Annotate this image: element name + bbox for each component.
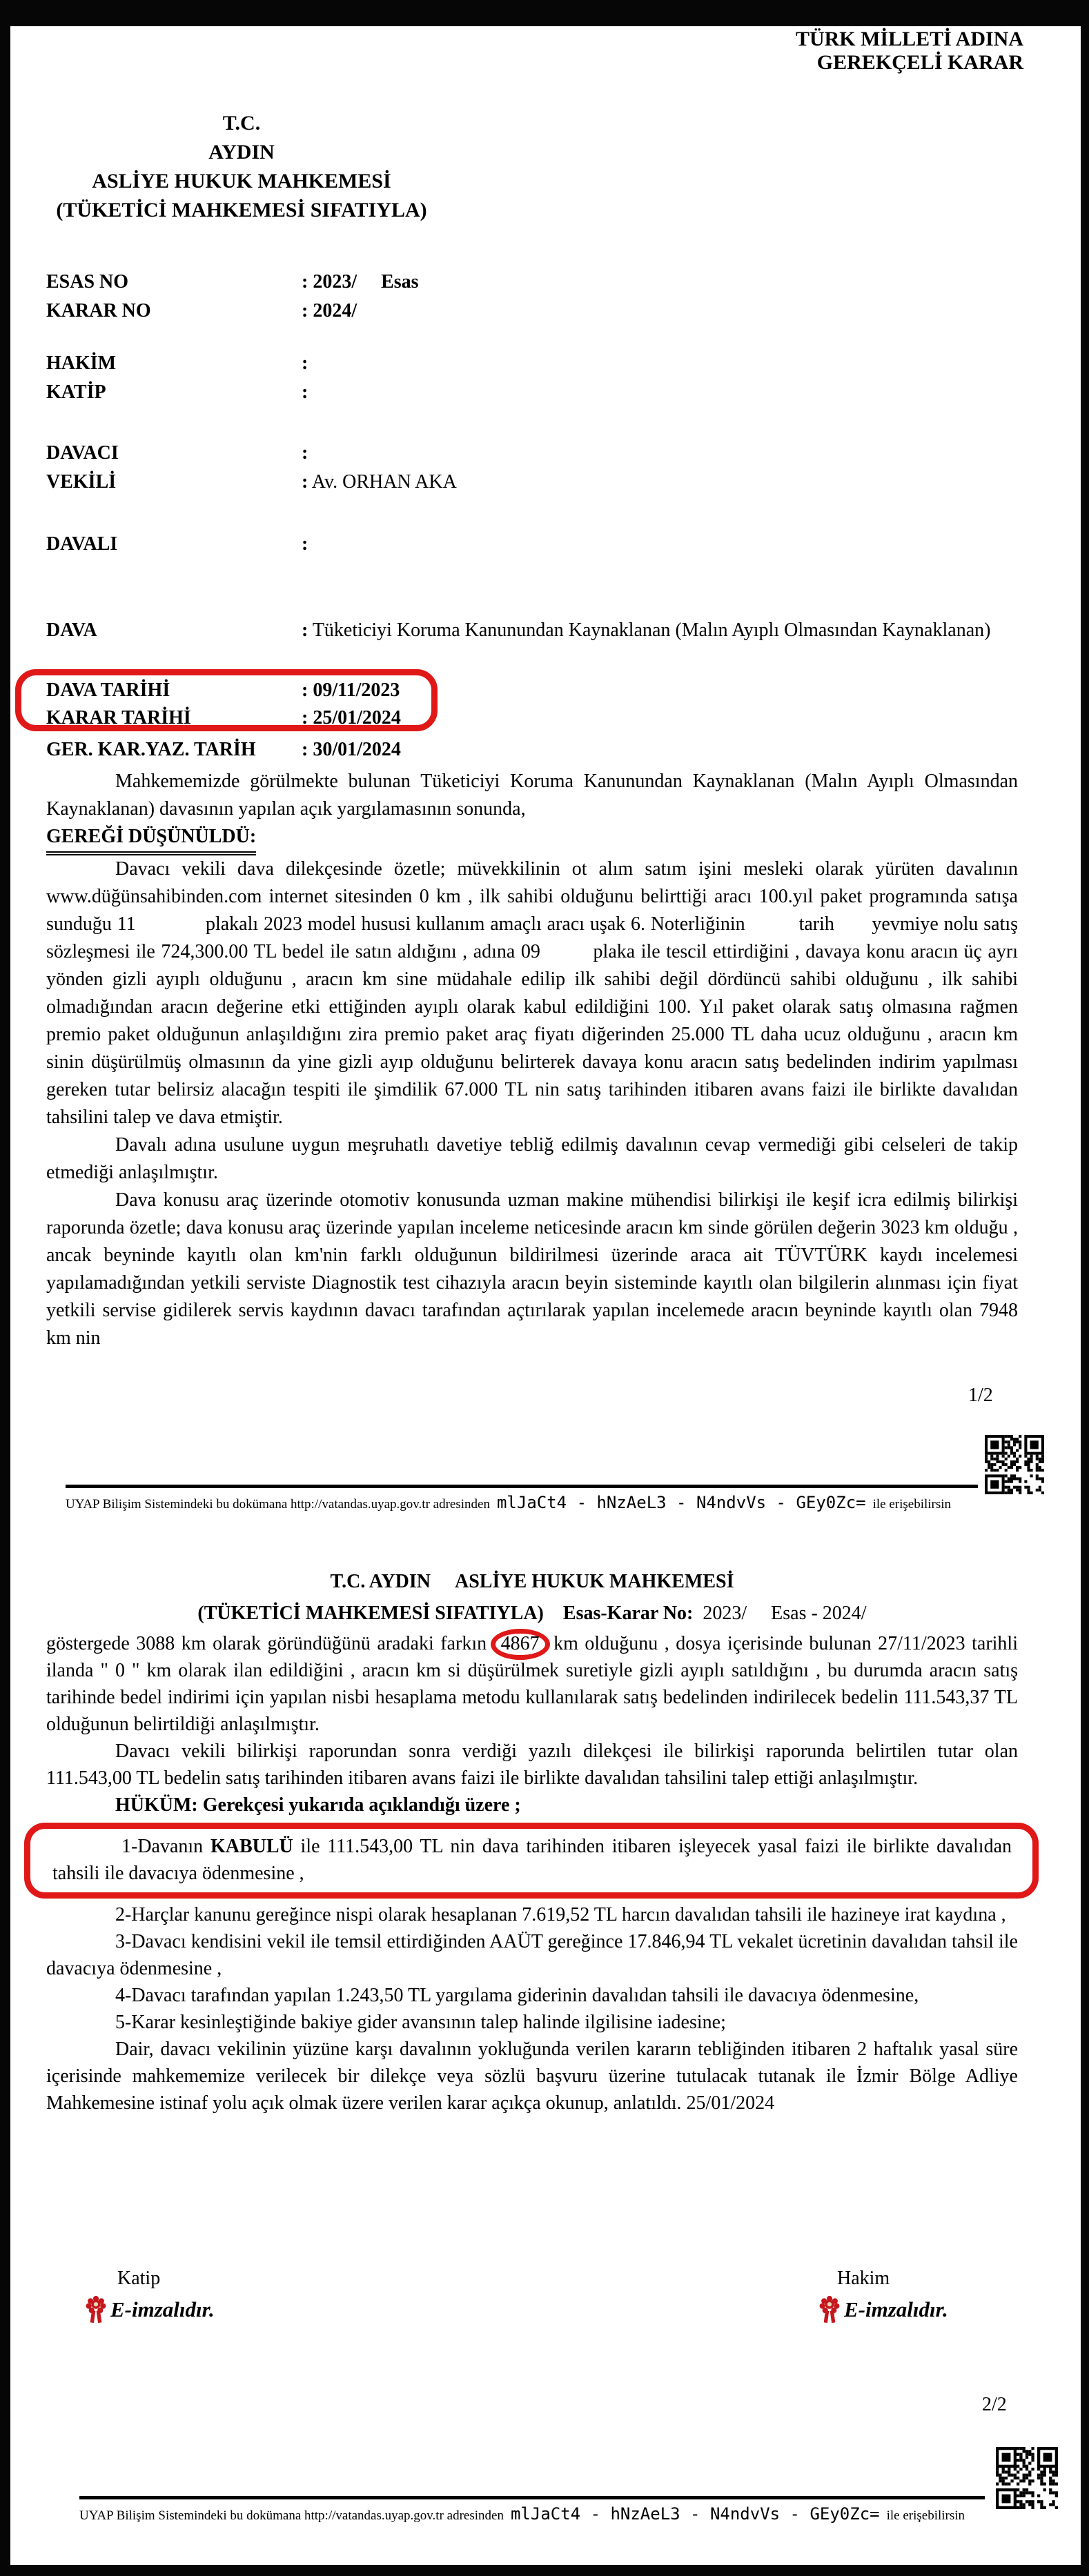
field-label: DAVALI (46, 533, 118, 555)
field-colon: : (302, 271, 308, 293)
field-row-katip (46, 379, 1018, 406)
field-row-davaci (46, 440, 1018, 466)
page-number-1: 1/2 (968, 1385, 993, 1406)
field-colon: : (302, 382, 308, 403)
field-row-esas-no (46, 269, 1018, 295)
field-colon: : (302, 471, 308, 493)
field-label: KARAR TARİHİ (46, 707, 191, 729)
esas-karar-no-label: Esas-Karar No: (548, 1603, 694, 1624)
kabulu-bold: KABULÜ (210, 1836, 293, 1857)
field-value: Av. ORHAN AKA (311, 471, 457, 493)
court-tc: T.C. (222, 112, 261, 135)
judgment-item-1: 1-Davanın KABULÜ ile 111.543,00 TL nin dava tarihinden itibaren işleyecek yasal faizi ile birlikte davalıdan tahsili ile davacıya ödenmesine , (52, 1836, 1012, 1884)
continuation-paragraph: göstergede 3088 km olarak göründüğünü aradaki farkın 4867 km olduğunu , dosya içerisinde bulunan 27/11/2023 tarihli ilanda " 0 " km olarak ilan edildiğini , aracın km si düşürülmek suretiyle gizli ayıplı satıldığını , bu durumda aracın satış tarihinde bedel indirimi için yapılan nisbi hesaplama metodu kullanılarak satış bedelinden indirilecek bedelin 111.543,37 TL olduğunun belirtildiği anlaşılmıştır. (46, 1630, 1018, 1738)
field-label: HAKİM (46, 353, 117, 374)
document-header (796, 28, 1023, 75)
e-seal-icon (83, 2295, 109, 2325)
hukum-heading: HÜKÜM: Gerekçesi yukarıda açıklandığı üzere ; (115, 1794, 521, 1816)
field-value: 2024/ (313, 300, 357, 321)
e-signed-text: E-imzalıdır. (844, 2297, 948, 2321)
defendant-paragraph: Davalı adına usulune uygun meşruhatlı davetiye tebliğ edilmiş davalının cevap vermediği gibi celseleri de takip etmediği anlaşılmıştır. (46, 1134, 1018, 1183)
field-row-dava (46, 617, 1018, 644)
field-row-karar-no (46, 298, 1018, 324)
field-label: DAVA (46, 620, 97, 641)
field-value: 09/11/2023 (313, 680, 400, 701)
uyap-footer-prefix: UYAP Bilişim Sistemindeki bu dokümana http://vatandas.uyap.gov.tr adresinden (79, 2508, 504, 2523)
field-label: VEKİLİ (46, 471, 117, 493)
e-seal-icon (816, 2295, 843, 2325)
field-row-davali (46, 531, 1018, 557)
header-reasoned-judgment: GEREKÇELİ KARAR (816, 51, 1023, 74)
field-label: KATİP (46, 382, 106, 403)
field-row-dava-tarihi (46, 677, 1018, 704)
page2-court-title: T.C. AYDIN ASLİYE HUKUK MAHKEMESİ (330, 1571, 734, 1592)
judgment-item-3: 3-Davacı kendisini vekil ile temsil ettirdiğinden AAÜT gereğince 17.846,94 TL vekalet ücretinin davalıdan tahsil ile davacıya ödenmesine , (46, 1931, 1018, 1979)
court-name-block (21, 109, 462, 225)
uyap-footer (79, 2504, 965, 2524)
court-city: AYDIN (208, 141, 275, 164)
field-value: 30/01/2024 (313, 739, 401, 760)
document-sheet (10, 26, 1081, 2565)
page2-header (46, 1566, 1018, 1629)
uyap-footer-prefix: UYAP Bilişim Sistemindeki bu dokümana http://vatandas.uyap.gov.tr adresinden (66, 1497, 490, 1512)
e-signature-left (83, 2295, 215, 2325)
page2-body (46, 1630, 1018, 2117)
field-colon: : (302, 442, 308, 464)
judgment-item-2: 2-Harçlar kanunu gereğince nispi olarak hesaplanan 7.619,52 TL harcın davalıdan tahsili ile hazineye irat kaydına , (115, 1904, 1006, 1925)
signature-role-hakim: Hakim (837, 2268, 890, 2289)
field-row-karar-tarihi (46, 705, 1018, 731)
field-label: DAVA TARİHİ (46, 680, 170, 701)
esas-karar-no-value: 2023/ Esas - 2024/ (698, 1603, 867, 1624)
field-label: ESAS NO (46, 271, 129, 293)
field-colon: : (302, 300, 308, 321)
field-label: KARAR NO (46, 300, 151, 321)
field-colon: : (302, 680, 308, 701)
field-colon: : (302, 739, 308, 760)
field-row-hakim (46, 350, 1018, 377)
red-circled-km-difference: 4867 (491, 1629, 550, 1660)
qr-code-icon (985, 1435, 1044, 1494)
field-label: DAVACI (46, 442, 119, 464)
court-capacity: (TÜKETİCİ MAHKEMESİ SIFATIYLA) (56, 199, 427, 221)
court-name: ASLİYE HUKUK MAHKEMESİ (92, 170, 391, 192)
uyap-access-code: mlJaCt4 - hNzAeL3 - N4ndvVs - GEy0Zc= (510, 2504, 880, 2524)
page2-court-capacity: (TÜKETİCİ MAHKEMESİ SIFATIYLA) (197, 1603, 544, 1624)
page-number-2: 2/2 (982, 2394, 1007, 2415)
field-row-gerekceli-karar-yazim-tarihi (46, 737, 1018, 763)
qr-code-icon (996, 2447, 1058, 2509)
claim-paragraph: Davacı vekili dava dilekçesinde özetle; müvekkilinin ot alım satım işini mesleki olarak yürüten davalının www.düğünsahibinden.com internet sitesinden 0 km , ilk sahibi olduğunu belirttiği aracı 100.yıl paket programında satışa sunduğu 11 plakalı 2023 model hususi kullanım amaçlı aracı uşak 6. Noterliğinin tarih yevmiye nolu satış sözleşmesi ile 724,300.00 TL bedel ile satın aldığını , adına 09 plaka ile tescil ettirdiğini , davaya konu aracın üç ayrı yönden gizli ayıplı olduğunu , aracın km sine müdahale edilip ilk sahibi değil dördüncü sahibi olduğunu , ilk sahibi olmadığından aracın değerine etki ettiğinden ayıplı olarak kabul edildiğini 100. Yıl paket olarak satış olmasına rağmen premio paket olduğunun anlaşıldığını zira premio paket araç fiyatı diğerinden 25.000 TL daha ucuz olduğunu , aracın km sinin düşürülmüş olmasının da yine gizli ayıp olduğunu belirterek davaya konu aracın satış bedelinden indirim yapılması gereken tutar belirsiz alacağın tespiti ile şimdilik 67.000 TL nin satış tarihinden itibaren avans faizi ile birlikte davalıdan tahsilini talep ve dava etmiştir. (46, 858, 1018, 1128)
red-annotation-box-judgment (24, 1823, 1039, 1899)
uyap-access-code: mlJaCt4 - hNzAeL3 - N4ndvVs - GEy0Zc= (496, 1493, 866, 1512)
e-signature-right (816, 2295, 948, 2325)
uyap-footer-suffix: ile erişebilirsin (872, 1497, 952, 1512)
signature-role-katip: Katip (117, 2268, 161, 2289)
field-value: 2023/ Esas (313, 271, 419, 293)
page1-body (46, 768, 1018, 1352)
judgment-item-5: 5-Karar kesinleştiğinde bakiye gider avansının talep halinde ilgilisine iadesine; (115, 2012, 726, 2033)
judgment-item-4: 4-Davacı tarafından yapılan 1.243,50 TL yargılama giderinin davalıdan tahsili ile davacıya ödenmesine, (115, 1985, 919, 2006)
request-paragraph: Davacı vekili bilirkişi raporundan sonra verdiği yazılı dilekçesi ile bilirkişi raporunda belirtilen tutar olan 111.543,00 TL bedelin satış tarihinden itibaren avans faizi ile birlikte davalıdan tahsilini talep ettiği anlaşılmıştır. (46, 1741, 1018, 1789)
expert-report-paragraph: Dava konusu araç üzerinde otomotiv konusunda uzman makine mühendisi bilirkişi ile keşif icra edilmiş bilirkişi raporunda özetle; dava konusu araç üzerinde yapılan inceleme neticesinde aracın km sinde görülen değerin 3023 km olduğu , ancak beyninde kayıtlı olan km'nin farklı olduğunun bildirilmesi üzerinde araca ait TÜVTÜRK kaydı incelemesi yapılamadığından yetkili serviste Diagnostik test cihazıyla aracın beyin sisteminde kayıtlı olan bilgilerin alınması için fiyat yetkili servise gidilerek servis kaydının davacı tarafından açtırılarak yapılan incelemede aracın beyninde kayıtlı olan 7948 km nin (46, 1189, 1018, 1349)
geregi-dusunuldu-heading: GEREĞİ DÜŞÜNÜLDÜ: (46, 823, 1018, 855)
field-colon: : (302, 353, 308, 374)
field-value: 25/01/2024 (313, 707, 401, 729)
field-label: GER. KAR.YAZ. TARİH (46, 739, 256, 760)
field-colon: : (302, 707, 308, 729)
uyap-footer-suffix: ile erişebilirsin (886, 2508, 965, 2523)
field-row-vekili (46, 469, 1018, 495)
field-colon: : (302, 620, 308, 641)
closing-paragraph: Dair, davacı vekilinin yüzüne karşı davalının yokluğunda verilen kararın tebliğinden itibaren 2 haftalık yasal süre içerisinde mahkememize verilecek bir dilekçe veya sözlü başvuru üzerine tutulacak tutanak ile İzmir Bölge Adliye Mahkemesine istinaf yolu açık olmak üzere verilen karar açıkça okunup, anlatıldı. 25/01/2024 (46, 2039, 1018, 2114)
uyap-footer (66, 1493, 951, 1512)
footer-divider (79, 2496, 985, 2499)
e-signed-text: E-imzalıdır. (110, 2297, 215, 2321)
intro-paragraph: Mahkememizde görülmekte bulunan Tüketiciyi Koruma Kanunundan Kaynaklanan (Malın Ayıplı Olmasından Kaynaklanan) davasının yapılan açık yargılamasının sonunda, (46, 771, 1018, 820)
header-in-the-name-of-nation: TÜRK MİLLETİ ADINA (795, 28, 1023, 50)
field-colon: : (302, 533, 308, 555)
field-value: Tüketiciyi Koruma Kanunundan Kaynaklanan (Malın Ayıplı Olmasından Kaynaklanan) (312, 620, 991, 641)
footer-divider (66, 1485, 978, 1488)
